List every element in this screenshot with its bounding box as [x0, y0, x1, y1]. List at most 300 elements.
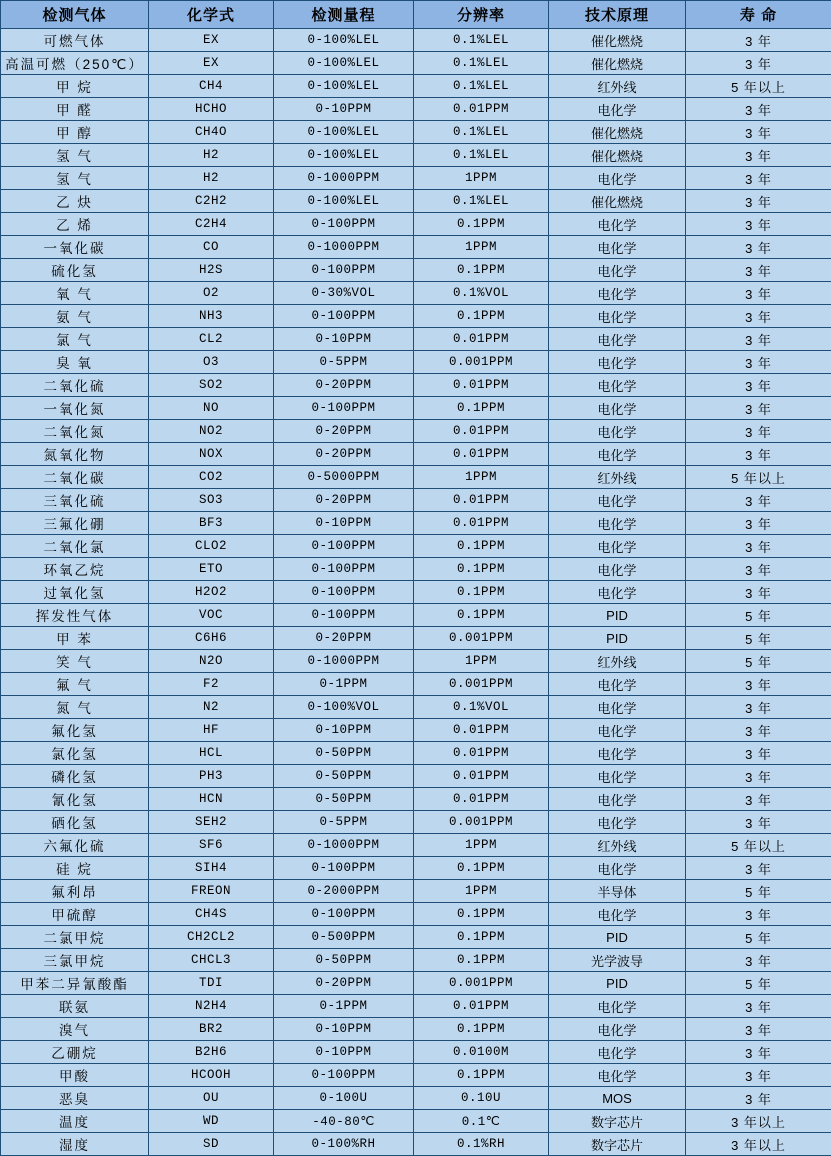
cell-resolution: 1PPM [414, 236, 549, 259]
cell-lifespan: 5 年以上 [686, 466, 831, 489]
cell-gas-name: 臭 氧 [1, 351, 149, 374]
table-row [1, 29, 831, 52]
cell-lifespan: 3 年 [686, 328, 831, 351]
cell-formula: CO [149, 236, 274, 259]
cell-formula: SO3 [149, 489, 274, 512]
table-row [1, 719, 831, 742]
cell-range: 0-10PPM [274, 1041, 414, 1064]
cell-formula: SF6 [149, 834, 274, 857]
cell-lifespan: 3 年 [686, 1087, 831, 1110]
cell-range: 0-100%LEL [274, 144, 414, 167]
cell-range: 0-100PPM [274, 305, 414, 328]
cell-lifespan: 3 年 [686, 98, 831, 121]
table-row [1, 1064, 831, 1087]
cell-formula: C2H4 [149, 213, 274, 236]
cell-formula: NOX [149, 443, 274, 466]
cell-formula: H2O2 [149, 581, 274, 604]
cell-range: 0-1PPM [274, 995, 414, 1018]
cell-resolution: 0.1PPM [414, 949, 549, 972]
cell-principle: 半导体 [549, 880, 686, 903]
cell-formula: NO2 [149, 420, 274, 443]
cell-principle: 电化学 [549, 673, 686, 696]
cell-gas-name: 乙硼烷 [1, 1041, 149, 1064]
table-row [1, 397, 831, 420]
cell-lifespan: 3 年 [686, 696, 831, 719]
table-row [1, 328, 831, 351]
cell-resolution: 0.01PPM [414, 374, 549, 397]
cell-range: 0-100%RH [274, 1133, 414, 1156]
cell-lifespan: 3 年 [686, 374, 831, 397]
cell-principle: 电化学 [549, 558, 686, 581]
cell-principle: 催化燃烧 [549, 144, 686, 167]
cell-resolution: 0.1PPM [414, 1064, 549, 1087]
table-header-row [1, 1, 831, 29]
cell-principle: 电化学 [549, 236, 686, 259]
cell-lifespan: 3 年 [686, 1064, 831, 1087]
cell-formula: SIH4 [149, 857, 274, 880]
cell-formula: HCHO [149, 98, 274, 121]
cell-gas-name: 甲 苯 [1, 627, 149, 650]
table-row [1, 926, 831, 949]
table-row [1, 604, 831, 627]
cell-gas-name: 高温可燃（250℃） [1, 52, 149, 75]
cell-formula: CH4S [149, 903, 274, 926]
cell-lifespan: 3 年 [686, 420, 831, 443]
cell-formula: PH3 [149, 765, 274, 788]
cell-gas-name: 甲 烷 [1, 75, 149, 98]
table-row [1, 558, 831, 581]
cell-formula: EX [149, 29, 274, 52]
cell-formula: N2 [149, 696, 274, 719]
cell-principle: 电化学 [549, 305, 686, 328]
cell-range: 0-1000PPM [274, 834, 414, 857]
cell-lifespan: 5 年 [686, 604, 831, 627]
cell-resolution: 0.01PPM [414, 443, 549, 466]
cell-formula: TDI [149, 972, 274, 995]
cell-range: 0-100PPM [274, 903, 414, 926]
cell-lifespan: 3 年 [686, 765, 831, 788]
table-row [1, 903, 831, 926]
table-row [1, 627, 831, 650]
column-header-gas: 检测气体 [1, 1, 149, 29]
table-row [1, 696, 831, 719]
cell-resolution: 0.01PPM [414, 512, 549, 535]
cell-principle: 电化学 [549, 512, 686, 535]
cell-resolution: 0.1PPM [414, 903, 549, 926]
cell-range: 0-20PPM [274, 489, 414, 512]
cell-lifespan: 3 年 [686, 1041, 831, 1064]
table-row [1, 213, 831, 236]
cell-lifespan: 3 年 [686, 351, 831, 374]
cell-range: 0-100PPM [274, 558, 414, 581]
cell-gas-name: 硫化氢 [1, 259, 149, 282]
cell-range: 0-100PPM [274, 857, 414, 880]
cell-principle: 电化学 [549, 535, 686, 558]
cell-formula: CH2CL2 [149, 926, 274, 949]
cell-lifespan: 5 年 [686, 627, 831, 650]
table-row [1, 466, 831, 489]
cell-formula: N2H4 [149, 995, 274, 1018]
cell-principle: 电化学 [549, 167, 686, 190]
cell-resolution: 0.01PPM [414, 328, 549, 351]
table-row [1, 995, 831, 1018]
cell-gas-name: 氟利昂 [1, 880, 149, 903]
cell-principle: 电化学 [549, 282, 686, 305]
cell-lifespan: 3 年 [686, 581, 831, 604]
cell-resolution: 0.01PPM [414, 98, 549, 121]
table-row [1, 1133, 831, 1156]
cell-lifespan: 3 年 [686, 719, 831, 742]
table-row [1, 374, 831, 397]
cell-formula: EX [149, 52, 274, 75]
cell-resolution: 0.1PPM [414, 535, 549, 558]
cell-range: 0-20PPM [274, 627, 414, 650]
cell-range: 0-100PPM [274, 535, 414, 558]
table-row [1, 1018, 831, 1041]
cell-gas-name: 氮氧化物 [1, 443, 149, 466]
cell-principle: 光学波导 [549, 949, 686, 972]
table-row [1, 535, 831, 558]
cell-resolution: 0.1PPM [414, 926, 549, 949]
cell-gas-name: 挥发性气体 [1, 604, 149, 627]
cell-gas-name: 二氧化氮 [1, 420, 149, 443]
cell-range: 0-30%VOL [274, 282, 414, 305]
cell-formula: CLO2 [149, 535, 274, 558]
cell-resolution: 0.1%LEL [414, 121, 549, 144]
cell-range: 0-1000PPM [274, 236, 414, 259]
table-row [1, 811, 831, 834]
cell-formula: NO [149, 397, 274, 420]
cell-principle: 电化学 [549, 765, 686, 788]
cell-resolution: 1PPM [414, 880, 549, 903]
cell-gas-name: 可燃气体 [1, 29, 149, 52]
cell-resolution: 1PPM [414, 167, 549, 190]
cell-lifespan: 3 年 [686, 903, 831, 926]
cell-formula: O3 [149, 351, 274, 374]
cell-gas-name: 氧 气 [1, 282, 149, 305]
cell-range: 0-10PPM [274, 1018, 414, 1041]
cell-range: 0-100PPM [274, 604, 414, 627]
cell-principle: 电化学 [549, 581, 686, 604]
cell-principle: 电化学 [549, 98, 686, 121]
cell-gas-name: 恶臭 [1, 1087, 149, 1110]
cell-formula: SD [149, 1133, 274, 1156]
cell-formula: WD [149, 1110, 274, 1133]
cell-lifespan: 3 年 [686, 857, 831, 880]
cell-principle: 催化燃烧 [549, 52, 686, 75]
cell-resolution: 0.01PPM [414, 765, 549, 788]
cell-lifespan: 3 年 [686, 995, 831, 1018]
cell-range: 0-2000PPM [274, 880, 414, 903]
cell-range: 0-10PPM [274, 512, 414, 535]
cell-range: 0-100%LEL [274, 29, 414, 52]
cell-gas-name: 二氧化氯 [1, 535, 149, 558]
cell-range: 0-100%LEL [274, 75, 414, 98]
cell-resolution: 0.1%VOL [414, 696, 549, 719]
cell-lifespan: 3 年 [686, 121, 831, 144]
cell-lifespan: 3 年 [686, 236, 831, 259]
cell-gas-name: 温度 [1, 1110, 149, 1133]
cell-lifespan: 5 年 [686, 926, 831, 949]
cell-formula: FREON [149, 880, 274, 903]
cell-gas-name: 氨 气 [1, 305, 149, 328]
cell-gas-name: 六氟化硫 [1, 834, 149, 857]
cell-principle: 电化学 [549, 742, 686, 765]
cell-principle: 催化燃烧 [549, 190, 686, 213]
cell-resolution: 0.001PPM [414, 673, 549, 696]
cell-resolution: 0.1PPM [414, 857, 549, 880]
cell-resolution: 0.1%LEL [414, 29, 549, 52]
cell-resolution: 0.1PPM [414, 581, 549, 604]
table-row [1, 236, 831, 259]
table-row [1, 834, 831, 857]
cell-principle: 电化学 [549, 213, 686, 236]
cell-lifespan: 3 年 [686, 305, 831, 328]
table-row [1, 857, 831, 880]
cell-range: 0-100PPM [274, 397, 414, 420]
cell-lifespan: 3 年 [686, 535, 831, 558]
cell-gas-name: 环氧乙烷 [1, 558, 149, 581]
cell-range: 0-10PPM [274, 719, 414, 742]
cell-resolution: 0.1%LEL [414, 52, 549, 75]
cell-principle: 电化学 [549, 489, 686, 512]
cell-principle: 数字芯片 [549, 1133, 686, 1156]
cell-gas-name: 磷化氢 [1, 765, 149, 788]
table-row [1, 673, 831, 696]
cell-gas-name: 氯化氢 [1, 742, 149, 765]
cell-lifespan: 3 年 [686, 811, 831, 834]
table-row [1, 52, 831, 75]
cell-gas-name: 氰化氢 [1, 788, 149, 811]
cell-gas-name: 甲 醇 [1, 121, 149, 144]
table-row [1, 259, 831, 282]
cell-lifespan: 3 年 [686, 259, 831, 282]
cell-principle: 电化学 [549, 374, 686, 397]
cell-range: 0-10PPM [274, 98, 414, 121]
cell-formula: BR2 [149, 1018, 274, 1041]
cell-resolution: 0.01PPM [414, 719, 549, 742]
table-row [1, 949, 831, 972]
cell-gas-name: 笑 气 [1, 650, 149, 673]
cell-range: 0-50PPM [274, 788, 414, 811]
cell-lifespan: 3 年 [686, 558, 831, 581]
column-header-range: 检测量程 [274, 1, 414, 29]
cell-resolution: 0.10U [414, 1087, 549, 1110]
cell-principle: 红外线 [549, 466, 686, 489]
table-row [1, 190, 831, 213]
cell-lifespan: 3 年 [686, 144, 831, 167]
cell-resolution: 0.1PPM [414, 305, 549, 328]
cell-resolution: 0.1PPM [414, 558, 549, 581]
cell-range: 0-5000PPM [274, 466, 414, 489]
cell-resolution: 0.1%LEL [414, 144, 549, 167]
cell-formula: H2 [149, 144, 274, 167]
cell-resolution: 0.01PPM [414, 995, 549, 1018]
cell-resolution: 1PPM [414, 834, 549, 857]
cell-principle: 红外线 [549, 834, 686, 857]
cell-resolution: 0.1℃ [414, 1110, 549, 1133]
cell-lifespan: 3 年 [686, 1018, 831, 1041]
cell-range: 0-5PPM [274, 811, 414, 834]
cell-formula: HCOOH [149, 1064, 274, 1087]
table-row [1, 880, 831, 903]
cell-gas-name: 过氧化氢 [1, 581, 149, 604]
cell-formula: ETO [149, 558, 274, 581]
cell-gas-name: 氢 气 [1, 144, 149, 167]
cell-principle: 电化学 [549, 259, 686, 282]
cell-resolution: 0.1%LEL [414, 75, 549, 98]
cell-resolution: 0.1PPM [414, 397, 549, 420]
table-row [1, 765, 831, 788]
table-row [1, 972, 831, 995]
cell-principle: PID [549, 926, 686, 949]
table-row [1, 1110, 831, 1133]
cell-lifespan: 3 年 [686, 190, 831, 213]
column-header-resolution: 分辨率 [414, 1, 549, 29]
cell-range: 0-100PPM [274, 581, 414, 604]
cell-resolution: 0.001PPM [414, 972, 549, 995]
cell-gas-name: 硅 烷 [1, 857, 149, 880]
cell-range: 0-100%VOL [274, 696, 414, 719]
table-row [1, 98, 831, 121]
cell-resolution: 0.1%VOL [414, 282, 549, 305]
cell-lifespan: 3 年 [686, 443, 831, 466]
cell-range: 0-100%LEL [274, 52, 414, 75]
table-row [1, 489, 831, 512]
cell-principle: 电化学 [549, 811, 686, 834]
cell-gas-name: 氟化氢 [1, 719, 149, 742]
cell-principle: 电化学 [549, 995, 686, 1018]
cell-formula: HF [149, 719, 274, 742]
cell-principle: 红外线 [549, 650, 686, 673]
cell-principle: MOS [549, 1087, 686, 1110]
cell-lifespan: 3 年 [686, 29, 831, 52]
cell-formula: C2H2 [149, 190, 274, 213]
cell-principle: PID [549, 627, 686, 650]
cell-range: 0-100U [274, 1087, 414, 1110]
cell-lifespan: 3 年 [686, 397, 831, 420]
cell-lifespan: 5 年 [686, 880, 831, 903]
table-row [1, 742, 831, 765]
cell-resolution: 0.001PPM [414, 811, 549, 834]
cell-resolution: 0.01PPM [414, 489, 549, 512]
cell-lifespan: 3 年 [686, 673, 831, 696]
cell-lifespan: 5 年以上 [686, 834, 831, 857]
cell-principle: 电化学 [549, 857, 686, 880]
cell-formula: OU [149, 1087, 274, 1110]
cell-resolution: 1PPM [414, 650, 549, 673]
cell-gas-name: 氟 气 [1, 673, 149, 696]
cell-principle: 电化学 [549, 397, 686, 420]
cell-resolution: 0.1PPM [414, 213, 549, 236]
cell-resolution: 0.1%LEL [414, 190, 549, 213]
cell-lifespan: 3 年 [686, 742, 831, 765]
cell-range: 0-50PPM [274, 765, 414, 788]
cell-formula: BF3 [149, 512, 274, 535]
cell-principle: 电化学 [549, 903, 686, 926]
cell-gas-name: 甲 醛 [1, 98, 149, 121]
cell-resolution: 0.1PPM [414, 604, 549, 627]
cell-resolution: 0.0100M [414, 1041, 549, 1064]
cell-lifespan: 3 年 [686, 167, 831, 190]
table-row [1, 443, 831, 466]
cell-gas-name: 溴气 [1, 1018, 149, 1041]
cell-resolution: 0.1PPM [414, 259, 549, 282]
cell-range: 0-100%LEL [274, 190, 414, 213]
cell-lifespan: 3 年以上 [686, 1110, 831, 1133]
cell-range: 0-20PPM [274, 420, 414, 443]
cell-formula: VOC [149, 604, 274, 627]
cell-formula: H2S [149, 259, 274, 282]
cell-principle: PID [549, 604, 686, 627]
column-header-lifespan: 寿 命 [686, 1, 831, 29]
cell-formula: CL2 [149, 328, 274, 351]
table-row [1, 167, 831, 190]
cell-gas-name: 二氧化硫 [1, 374, 149, 397]
cell-principle: 电化学 [549, 1041, 686, 1064]
cell-gas-name: 一氧化碳 [1, 236, 149, 259]
cell-formula: CHCL3 [149, 949, 274, 972]
cell-principle: 电化学 [549, 788, 686, 811]
cell-formula: H2 [149, 167, 274, 190]
cell-principle: 电化学 [549, 1064, 686, 1087]
cell-formula: HCL [149, 742, 274, 765]
cell-range: 0-50PPM [274, 742, 414, 765]
cell-lifespan: 5 年以上 [686, 75, 831, 98]
table-row [1, 305, 831, 328]
cell-lifespan: 3 年 [686, 489, 831, 512]
table-row [1, 512, 831, 535]
cell-gas-name: 湿度 [1, 1133, 149, 1156]
cell-formula: HCN [149, 788, 274, 811]
table-row [1, 144, 831, 167]
cell-principle: 电化学 [549, 719, 686, 742]
cell-range: 0-20PPM [274, 374, 414, 397]
cell-range: 0-1PPM [274, 673, 414, 696]
cell-range: 0-100PPM [274, 1064, 414, 1087]
cell-gas-name: 三氧化硫 [1, 489, 149, 512]
cell-gas-name: 氯 气 [1, 328, 149, 351]
cell-formula: F2 [149, 673, 274, 696]
cell-principle: 电化学 [549, 443, 686, 466]
table-row [1, 788, 831, 811]
cell-principle: 电化学 [549, 328, 686, 351]
cell-formula: CH4 [149, 75, 274, 98]
cell-lifespan: 3 年 [686, 788, 831, 811]
table-row [1, 581, 831, 604]
cell-gas-name: 乙 炔 [1, 190, 149, 213]
cell-range: 0-500PPM [274, 926, 414, 949]
table-body [1, 29, 831, 1156]
cell-range: 0-100%LEL [274, 121, 414, 144]
cell-gas-name: 甲苯二异氰酸酯 [1, 972, 149, 995]
cell-formula: NH3 [149, 305, 274, 328]
table-row [1, 75, 831, 98]
cell-resolution: 0.1%RH [414, 1133, 549, 1156]
cell-principle: 电化学 [549, 696, 686, 719]
cell-gas-name: 三氯甲烷 [1, 949, 149, 972]
cell-gas-name: 乙 烯 [1, 213, 149, 236]
cell-principle: 红外线 [549, 75, 686, 98]
table-row [1, 420, 831, 443]
cell-lifespan: 3 年 [686, 52, 831, 75]
table-row [1, 282, 831, 305]
cell-resolution: 0.1PPM [414, 1018, 549, 1041]
cell-range: 0-100PPM [274, 259, 414, 282]
cell-gas-name: 二氯甲烷 [1, 926, 149, 949]
table-row [1, 1041, 831, 1064]
table-row [1, 351, 831, 374]
